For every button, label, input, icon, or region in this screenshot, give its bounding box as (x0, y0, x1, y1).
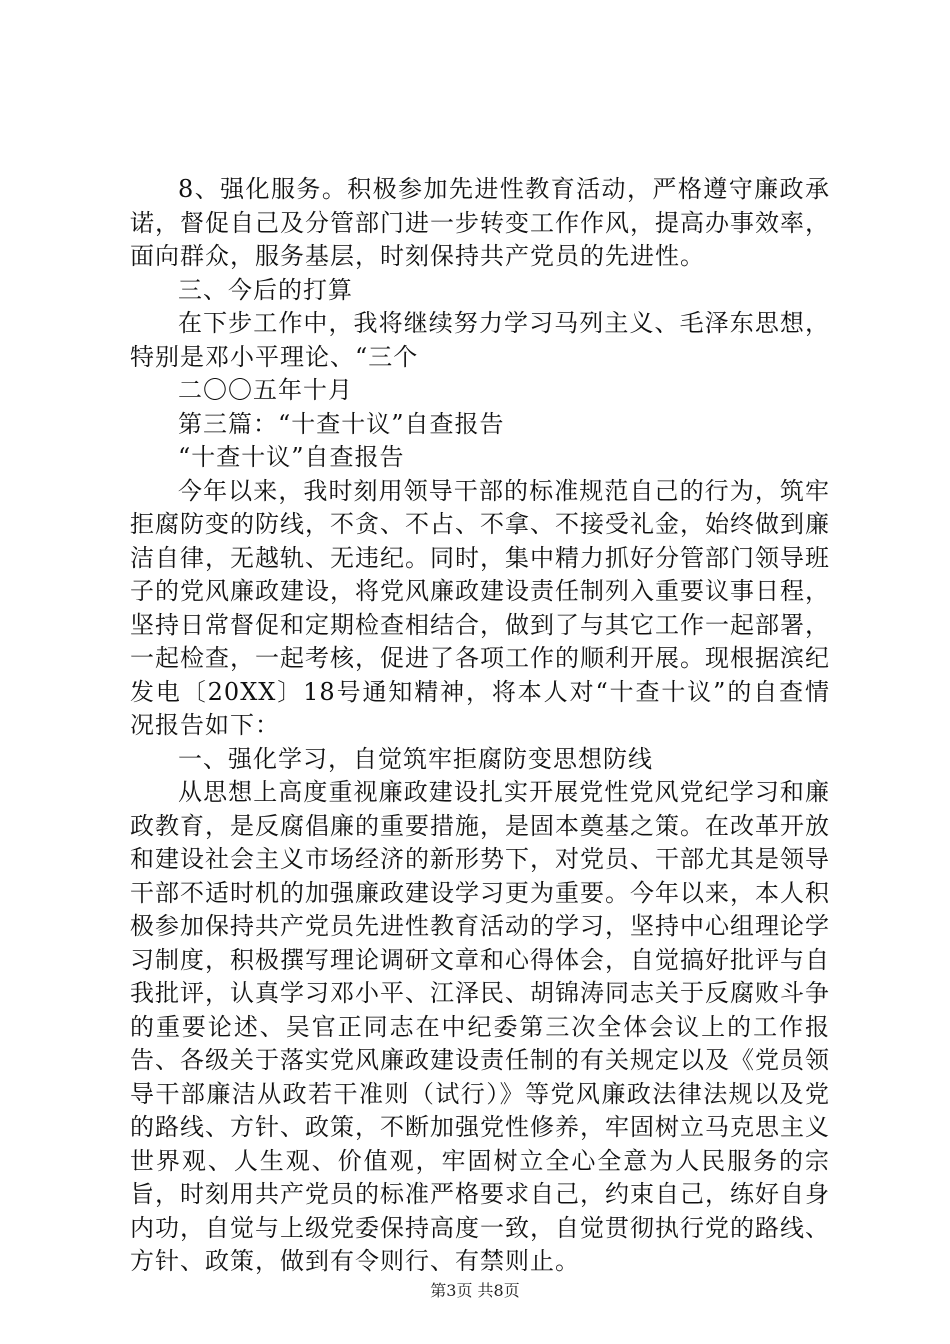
section-heading-study: 一、强化学习，自觉筑牢拒腐防变思想防线 (178, 744, 653, 773)
page-number: 第3页 共8页 (430, 1281, 520, 1300)
paragraph-study: 从思想上高度重视廉政建设扎实开展党性党风党纪学习和廉政教育，是反腐倡廉的重要措施，是固本奠基之策。在改革开放和建设社会主义市场经济的新形势下，对党员、干部尤其是领导干部不适时机的加强廉政建设学习更为重要。今年以来，本人积极参加保持共产党员先进性教育活动的学习，坚持中心组理论学习制度，积极撰写理论调研文章和心得体会，自觉搞好批评与自我批评，认真学习邓小平、江泽民、胡锦涛同志关于反腐败斗争的重要论述、吴官正同志在中纪委第三次全体会议上的工作报告、各级关于落实党风廉政建设责任制的有关规定以及《党员领导干部廉洁从政若干准则（试行）》等党风廉政法律法规以及党的路线、方针、政策，不断加强党性修养，牢固树立马克思主义世界观、人生观、价值观，牢固树立全心全意为人民服务的宗旨，时刻用共产党员的标准严格要求自己，约束自己，练好自身内功，自觉与上级党委保持高度一致，自觉贯彻执行党的路线、方针、政策，做到有令则行、有禁则止。 (130, 778, 830, 1275)
paragraph-service: 8、强化服务。积极参加先进性教育活动，严格遵守廉政承诺，督促自己及分管部门进一步转变工作作风，提高办事效率，面向群众，服务基层，时刻保持共产党员的先进性。 (130, 175, 830, 270)
chapter-title: 第三篇：“十查十议”自查报告 (178, 409, 505, 438)
paragraph-intro: 今年以来，我时刻用领导干部的标准规范自己的行为，筑牢拒腐防变的防线，不贪、不占、不拿、不接受礼金，始终做到廉洁自律，无越轨、无违纪。同时，集中精力抓好分管部门领导班子的党风廉政建设，将党风廉政建设责任制列入重要议事日程，坚持日常督促和定期检查相结合，做到了与其它工作一起部署，一起检查，一起考核，促进了各项工作的顺利开展。现根据滨纪发电〔20XX〕18号通知精神，将本人对“十查十议”的自查情况报告如下： (130, 476, 830, 739)
paragraph-next-steps: 在下步工作中，我将继续努力学习马列主义、毛泽东思想，特别是邓小平理论、“三个 (130, 309, 830, 371)
date-line: 二〇〇五年十月 (178, 376, 353, 404)
section-heading-plans: 三、今后的打算 (178, 275, 353, 304)
document-body (130, 173, 830, 1279)
report-title: “十查十议”自查报告 (178, 443, 405, 471)
